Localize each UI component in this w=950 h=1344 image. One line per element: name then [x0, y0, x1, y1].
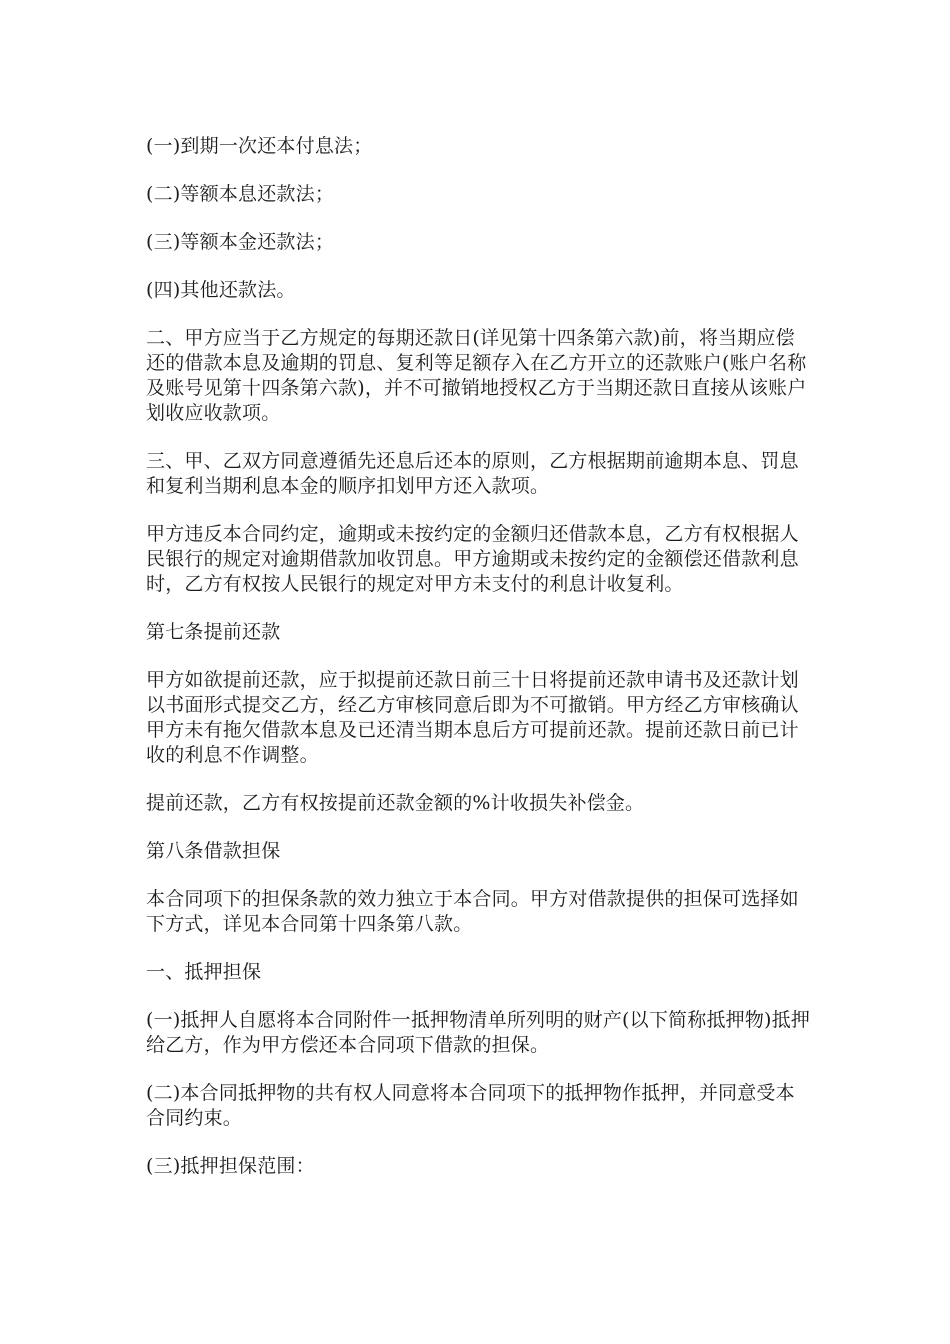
repayment-method-1: (一)到期一次还本付息法；: [146, 135, 373, 157]
mortgage-guarantee-heading: 一、抵押担保: [146, 961, 262, 983]
prepayment-compensation-paragraph: 提前还款，乙方有权按提前还款金额的%计收损失补偿金。: [146, 792, 645, 814]
document-body: [146, 134, 814, 1202]
clause-3-deduction-order: 三、甲、乙双方同意遵循先还息后还本的原则，乙方根据期前逾期本息、罚息和复利当期利息本金的顺序扣划甲方还入款项。: [146, 450, 799, 497]
guarantee-independence-paragraph: 本合同项下的担保条款的效力独立于本合同。甲方对借款提供的担保可选择如下方式，详见本合同第十四条第八款。: [146, 888, 799, 935]
clause-2-repayment-deposit: 二、甲方应当于乙方规定的每期还款日(详见第十四条第六款)前，将当期应偿还的借款本息及逾期的罚息、复利等足额存入在乙方开立的还款账户(账户名称及账号见第十四条第六款)，并不可撤销地授权乙方于当期还款日直接从该账户划收应收款项。: [146, 327, 807, 424]
article-7-heading: 第七条提前还款: [146, 621, 281, 643]
penalty-interest-paragraph: 甲方违反本合同约定，逾期或未按约定的金额归还借款本息，乙方有权根据人民银行的规定对逾期借款加收罚息。甲方逾期或未按约定的金额偿还借款利息时，乙方有权按人民银行的规定对甲方未支付的利息计收复利。: [146, 523, 799, 595]
repayment-method-4: (四)其他还款法。: [146, 279, 296, 301]
mortgage-item-1: (一)抵押人自愿将本合同附件一抵押物清单所列明的财产(以下简称抵押物)抵押给乙方，作为甲方偿还本合同项下借款的担保。: [146, 1009, 811, 1056]
prepayment-paragraph: 甲方如欲提前还款，应于拟提前还款日前三十日将提前还款申请书及还款计划以书面形式提交乙方，经乙方审核同意后即为不可撤销。甲方经乙方审核确认甲方未有拖欠借款本息及已还清当期本息后方可提前还款。提前还款日前已计收的利息不作调整。: [146, 669, 799, 766]
repayment-method-2: (二)等额本息还款法；: [146, 183, 335, 205]
mortgage-item-3: (三)抵押担保范围：: [146, 1155, 315, 1177]
repayment-method-3: (三)等额本金还款法；: [146, 231, 335, 253]
mortgage-item-2: (二)本合同抵押物的共有权人同意将本合同项下的抵押物作抵押，并同意受本合同约束。: [146, 1082, 795, 1129]
article-8-heading: 第八条借款担保: [146, 840, 281, 862]
